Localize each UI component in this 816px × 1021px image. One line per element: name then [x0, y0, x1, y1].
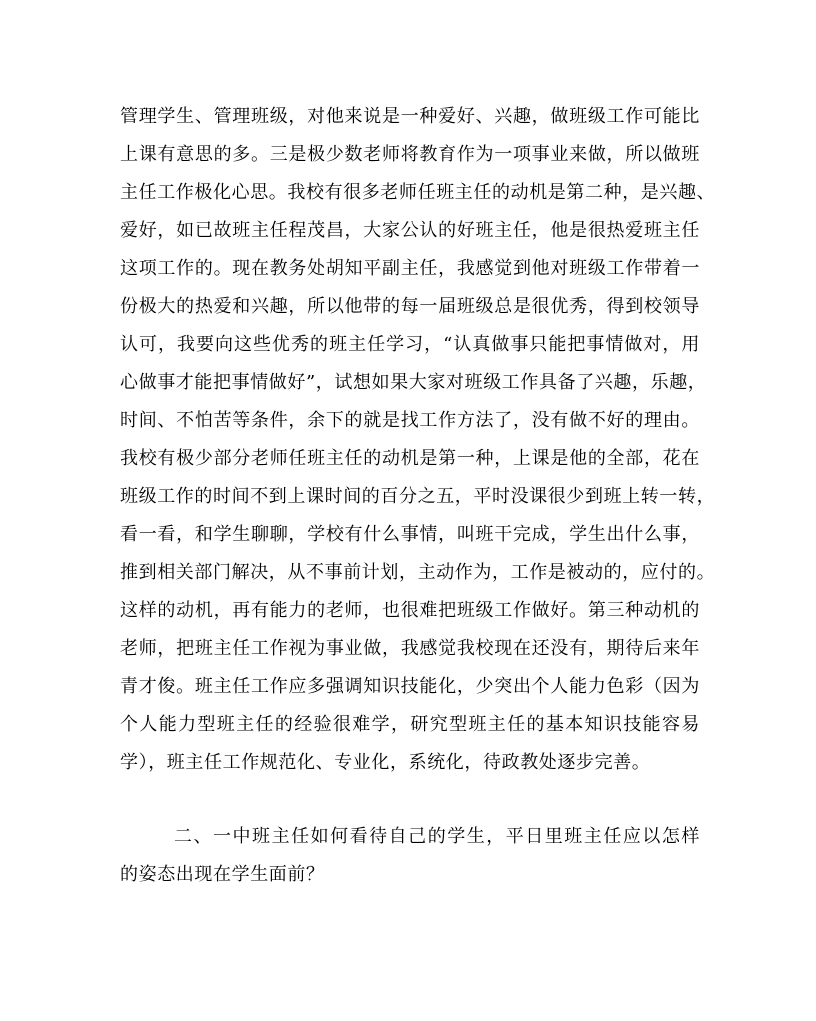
paragraph-line: 班级工作的时间不到上课时间的百分之五，平时没课很少到班上转一转，: [120, 486, 716, 507]
paragraph-line: 老师，把班主任工作视为事业做，我感觉我校现在还没有，期待后来年: [120, 638, 700, 659]
paragraph-line: 个人能力型班主任的经验很难学，研究型班主任的基本知识技能容易: [120, 714, 700, 735]
paragraph-line: 看一看，和学生聊聊，学校有什么事情，叫班干完成，学生出什么事，: [120, 524, 700, 545]
paragraph-line: 推到相关部门解决，从不事前计划，主动作为，工作是被动的，应付的。: [120, 562, 716, 583]
paragraph-line: 管理学生、管理班级，对他来说是一种爱好、兴趣，做班级工作可能比: [120, 106, 700, 127]
paragraph-line: 这项工作的。现在教务处胡知平副主任，我感觉到他对班级工作带着一: [120, 258, 700, 279]
paragraph-line: 主任工作极化心思。我校有很多老师任班主任的动机是第二种，是兴趣、: [120, 182, 716, 203]
paragraph-line: 份极大的热爱和兴趣，所以他带的每一届班级总是很优秀，得到校领导: [120, 296, 700, 317]
paragraph-line: 学），班主任工作规范化、专业化，系统化，待政教处逐步完善。: [120, 752, 651, 773]
paragraph-line: 青才俊。班主任工作应多强调知识技能化，少突出个人能力色彩（因为: [120, 676, 700, 697]
paragraph-line: 这样的动机，再有能力的老师，也很难把班级工作做好。第三种动机的: [120, 600, 700, 621]
paragraph-line: 心做事才能把事情做好”，试想如果大家对班级工作具备了兴趣，乐趣，: [120, 372, 707, 393]
paragraph-line: 爱好，如已故班主任程茂昌，大家公认的好班主任，他是很热爱班主任: [120, 220, 700, 241]
section-heading-line: 的姿态出现在学生面前？: [120, 864, 325, 885]
paragraph-line: 上课有意思的多。三是极少数老师将教育作为一项事业来做，所以做班: [120, 144, 700, 165]
paragraph-line: 我校有极少部分老师任班主任的动机是第一种，上课是他的全部，花在: [120, 448, 700, 469]
paragraph-line: 时间、不怕苦等条件，余下的就是找工作方法了，没有做不好的理由。: [120, 410, 700, 431]
paragraph-line: 认可，我要向这些优秀的班主任学习，“认真做事只能把事情做对，用: [120, 334, 700, 355]
section-heading-line: 二、一中班主任如何看待自己的学生，平日里班主任应以怎样: [174, 826, 700, 847]
